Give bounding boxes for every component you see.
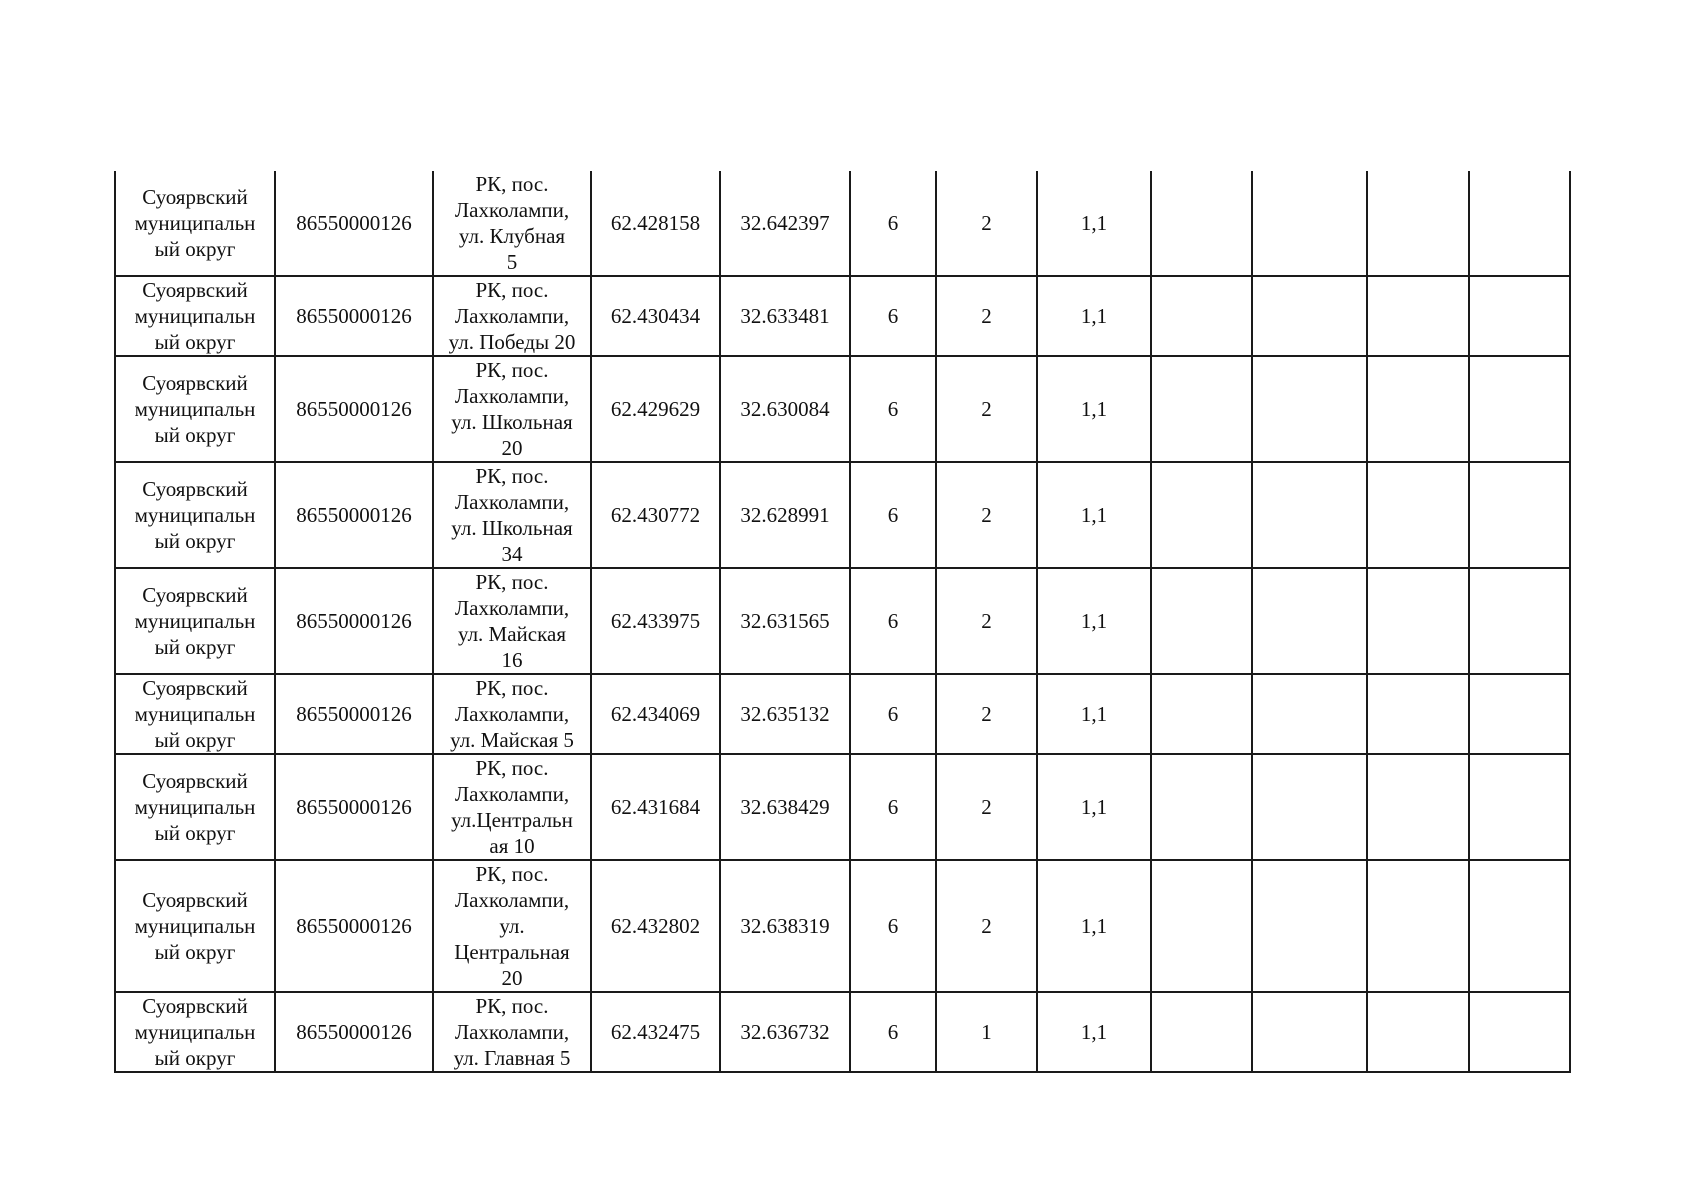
address-cell-line: ул. Клубная <box>458 224 566 248</box>
count-cell: 6 <box>850 754 936 860</box>
quantity-cell: 2 <box>936 754 1037 860</box>
district-cell-line: Суоярвский <box>142 994 248 1018</box>
oktmo-cell: 86550000126 <box>275 860 433 992</box>
longitude-cell: 32.633481 <box>720 276 850 356</box>
quantity-cell: 2 <box>936 568 1037 674</box>
district-cell-line: муниципальн <box>134 914 256 938</box>
district-cell <box>115 276 275 356</box>
address-cell-line: 20 <box>501 436 523 460</box>
empty-cell <box>1252 568 1367 674</box>
district-cell-line: Суоярвский <box>142 583 248 607</box>
empty-cell <box>1252 674 1367 754</box>
empty-cell <box>1151 860 1252 992</box>
address-cell-line: ул. Школьная <box>451 516 573 540</box>
district-cell-line: ый округ <box>154 423 236 447</box>
latitude-cell: 62.428158 <box>591 171 720 276</box>
count-cell: 6 <box>850 356 936 462</box>
address-cell-line: ул. Главная 5 <box>453 1046 571 1070</box>
empty-cell <box>1252 992 1367 1072</box>
volume-cell: 1,1 <box>1037 992 1151 1072</box>
quantity-cell: 2 <box>936 356 1037 462</box>
district-cell-line: муниципальн <box>134 1020 256 1044</box>
empty-cell <box>1252 462 1367 568</box>
volume-cell: 1,1 <box>1037 860 1151 992</box>
address-cell-line: 34 <box>501 542 523 566</box>
quantity-cell: 2 <box>936 276 1037 356</box>
address-cell-line: Лахколампи, <box>454 1020 570 1044</box>
address-cell <box>433 860 591 992</box>
empty-cell <box>1367 462 1469 568</box>
empty-cell <box>1151 171 1252 276</box>
oktmo-cell: 86550000126 <box>275 754 433 860</box>
empty-cell <box>1469 674 1570 754</box>
empty-cell <box>1367 754 1469 860</box>
volume-cell: 1,1 <box>1037 754 1151 860</box>
latitude-cell: 62.433975 <box>591 568 720 674</box>
empty-cell <box>1367 674 1469 754</box>
count-cell: 6 <box>850 992 936 1072</box>
count-cell: 6 <box>850 568 936 674</box>
volume-cell: 1,1 <box>1037 276 1151 356</box>
district-cell <box>115 356 275 462</box>
oktmo-cell: 86550000126 <box>275 356 433 462</box>
address-cell-line: ул. Майская 5 <box>450 728 574 752</box>
address-cell-line: Лахколампи, <box>454 304 570 328</box>
district-cell-line: ый округ <box>154 821 236 845</box>
latitude-cell: 62.430772 <box>591 462 720 568</box>
empty-cell <box>1252 276 1367 356</box>
quantity-cell: 1 <box>936 992 1037 1072</box>
district-cell-line: ый округ <box>154 940 236 964</box>
quantity-cell: 2 <box>936 860 1037 992</box>
address-cell <box>433 171 591 276</box>
district-cell-line: муниципальн <box>134 397 256 421</box>
count-cell: 6 <box>850 860 936 992</box>
latitude-cell: 62.432802 <box>591 860 720 992</box>
empty-cell <box>1151 754 1252 860</box>
district-cell <box>115 568 275 674</box>
empty-cell <box>1469 568 1570 674</box>
district-cell-line: Суоярвский <box>142 371 248 395</box>
district-cell <box>115 462 275 568</box>
district-cell-line: Суоярвский <box>142 769 248 793</box>
count-cell: 6 <box>850 276 936 356</box>
oktmo-cell: 86550000126 <box>275 568 433 674</box>
table-row <box>115 356 1570 462</box>
address-cell-line: Лахколампи, <box>454 702 570 726</box>
empty-cell <box>1252 860 1367 992</box>
empty-cell <box>1367 992 1469 1072</box>
address-cell <box>433 276 591 356</box>
registry-table <box>114 171 1571 1073</box>
address-cell-line: Лахколампи, <box>454 198 570 222</box>
address-cell-line: РК, пос. <box>475 570 549 594</box>
address-cell-line: РК, пос. <box>475 994 549 1018</box>
district-cell-line: муниципальн <box>134 795 256 819</box>
district-cell-line: Суоярвский <box>142 185 248 209</box>
address-cell-line: РК, пос. <box>475 676 549 700</box>
empty-cell <box>1367 568 1469 674</box>
district-cell-line: Суоярвский <box>142 888 248 912</box>
oktmo-cell: 86550000126 <box>275 276 433 356</box>
quantity-cell: 2 <box>936 171 1037 276</box>
empty-cell <box>1469 462 1570 568</box>
longitude-cell: 32.638429 <box>720 754 850 860</box>
district-cell <box>115 674 275 754</box>
address-cell-line: ул. Победы 20 <box>448 330 576 354</box>
district-cell-line: ый округ <box>154 237 236 261</box>
oktmo-cell: 86550000126 <box>275 462 433 568</box>
district-cell-line: ый округ <box>154 330 236 354</box>
address-cell-line: Лахколампи, <box>454 596 570 620</box>
district-cell <box>115 754 275 860</box>
table-row <box>115 674 1570 754</box>
address-cell <box>433 356 591 462</box>
address-cell-line: РК, пос. <box>475 464 549 488</box>
district-cell-line: ый округ <box>154 529 236 553</box>
empty-cell <box>1469 860 1570 992</box>
district-cell <box>115 171 275 276</box>
district-cell-line: Суоярвский <box>142 477 248 501</box>
longitude-cell: 32.636732 <box>720 992 850 1072</box>
empty-cell <box>1151 356 1252 462</box>
longitude-cell: 32.642397 <box>720 171 850 276</box>
address-cell-line: Лахколампи, <box>454 490 570 514</box>
empty-cell <box>1469 754 1570 860</box>
table-row <box>115 568 1570 674</box>
volume-cell: 1,1 <box>1037 674 1151 754</box>
latitude-cell: 62.432475 <box>591 992 720 1072</box>
registry-table-body <box>115 171 1570 1072</box>
district-cell <box>115 992 275 1072</box>
address-cell <box>433 674 591 754</box>
district-cell-line: Суоярвский <box>142 676 248 700</box>
table-row <box>115 992 1570 1072</box>
longitude-cell: 32.630084 <box>720 356 850 462</box>
oktmo-cell: 86550000126 <box>275 171 433 276</box>
address-cell <box>433 568 591 674</box>
table-row <box>115 860 1570 992</box>
address-cell-line: Лахколампи, <box>454 384 570 408</box>
oktmo-cell: 86550000126 <box>275 992 433 1072</box>
empty-cell <box>1151 276 1252 356</box>
empty-cell <box>1469 171 1570 276</box>
longitude-cell: 32.631565 <box>720 568 850 674</box>
latitude-cell: 62.431684 <box>591 754 720 860</box>
address-cell-line: Лахколампи, <box>454 782 570 806</box>
address-cell-line: РК, пос. <box>475 358 549 382</box>
volume-cell: 1,1 <box>1037 356 1151 462</box>
empty-cell <box>1367 276 1469 356</box>
district-cell-line: ый округ <box>154 1046 236 1070</box>
volume-cell: 1,1 <box>1037 462 1151 568</box>
longitude-cell: 32.638319 <box>720 860 850 992</box>
table-row <box>115 754 1570 860</box>
address-cell-line: РК, пос. <box>475 278 549 302</box>
empty-cell <box>1469 356 1570 462</box>
quantity-cell: 2 <box>936 674 1037 754</box>
address-cell-line: ая 10 <box>489 834 535 858</box>
district-cell-line: ый округ <box>154 728 236 752</box>
empty-cell <box>1469 992 1570 1072</box>
address-cell <box>433 462 591 568</box>
address-cell-line: РК, пос. <box>475 862 549 886</box>
count-cell: 6 <box>850 171 936 276</box>
longitude-cell: 32.628991 <box>720 462 850 568</box>
address-cell-line: 16 <box>501 648 523 672</box>
address-cell-line: 20 <box>501 966 523 990</box>
document-page <box>114 171 1569 1073</box>
district-cell-line: ый округ <box>154 635 236 659</box>
address-cell-line: ул. Школьная <box>451 410 573 434</box>
empty-cell <box>1367 356 1469 462</box>
empty-cell <box>1151 674 1252 754</box>
address-cell-line: ул.Центральн <box>451 808 573 832</box>
address-cell-line: Лахколампи, <box>454 888 570 912</box>
district-cell-line: муниципальн <box>134 211 256 235</box>
longitude-cell: 32.635132 <box>720 674 850 754</box>
address-cell-line: РК, пос. <box>475 172 549 196</box>
empty-cell <box>1151 462 1252 568</box>
empty-cell <box>1151 992 1252 1072</box>
table-row <box>115 171 1570 276</box>
empty-cell <box>1367 171 1469 276</box>
empty-cell <box>1469 276 1570 356</box>
count-cell: 6 <box>850 674 936 754</box>
district-cell-line: муниципальн <box>134 609 256 633</box>
address-cell-line: 5 <box>506 250 518 274</box>
latitude-cell: 62.434069 <box>591 674 720 754</box>
oktmo-cell: 86550000126 <box>275 674 433 754</box>
volume-cell: 1,1 <box>1037 171 1151 276</box>
latitude-cell: 62.430434 <box>591 276 720 356</box>
address-cell-line: РК, пос. <box>475 756 549 780</box>
address-cell-line: ул. Майская <box>458 622 566 646</box>
empty-cell <box>1252 356 1367 462</box>
district-cell-line: Суоярвский <box>142 278 248 302</box>
latitude-cell: 62.429629 <box>591 356 720 462</box>
district-cell-line: муниципальн <box>134 503 256 527</box>
address-cell <box>433 992 591 1072</box>
count-cell: 6 <box>850 462 936 568</box>
empty-cell <box>1252 754 1367 860</box>
quantity-cell: 2 <box>936 462 1037 568</box>
volume-cell: 1,1 <box>1037 568 1151 674</box>
empty-cell <box>1252 171 1367 276</box>
district-cell-line: муниципальн <box>134 702 256 726</box>
address-cell <box>433 754 591 860</box>
district-cell-line: муниципальн <box>134 304 256 328</box>
address-cell-line: Центральная <box>454 940 570 964</box>
empty-cell <box>1151 568 1252 674</box>
district-cell <box>115 860 275 992</box>
address-cell-line: ул. <box>499 914 525 938</box>
empty-cell <box>1367 860 1469 992</box>
table-row <box>115 276 1570 356</box>
table-row <box>115 462 1570 568</box>
